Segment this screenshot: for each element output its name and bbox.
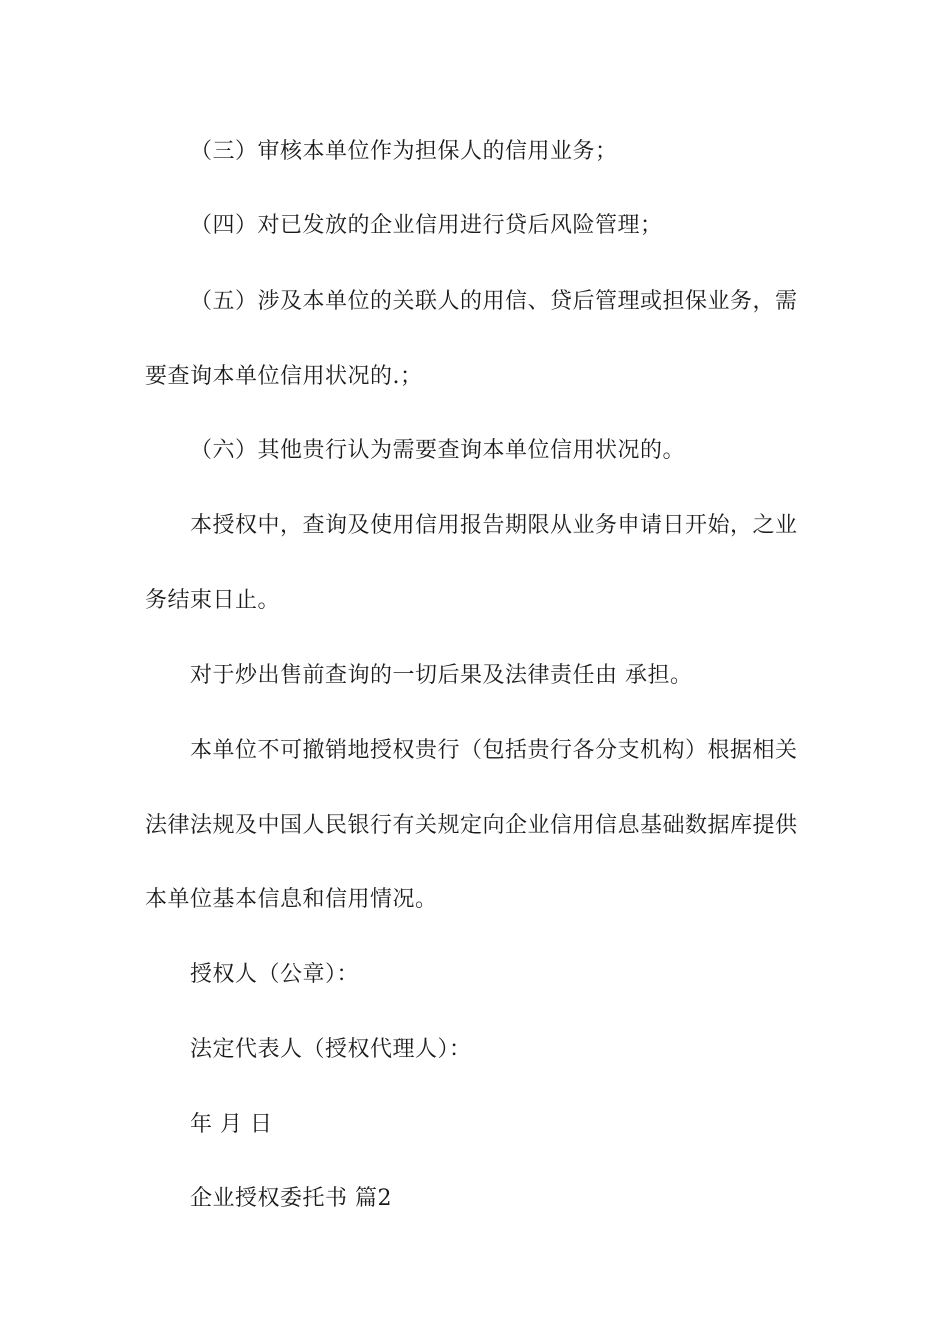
paragraph-irrevocable-line3: 本单位基本信息和信用情况。	[145, 887, 438, 912]
section-heading: 企业授权委托书 篇2	[190, 1186, 392, 1211]
paragraph-item-3: （三）审核本单位作为担保人的信用业务；	[190, 139, 618, 164]
paragraph-item-5-line1: （五）涉及本单位的关联人的用信、贷后管理或担保业务，需	[190, 289, 798, 314]
date-line: 年 月 日	[190, 1112, 273, 1137]
paragraph-authorization-period-line1: 本授权中，查询及使用信用报告期限从业务申请日开始，之业	[190, 513, 798, 538]
paragraph-item-6: （六）其他贵行认为需要查询本单位信用状况的。	[190, 438, 686, 463]
paragraph-liability: 对于炒出售前查询的一切后果及法律责任由 承担。	[190, 663, 693, 688]
paragraph-irrevocable-line2: 法律法规及中国人民银行有关规定向企业信用信息基础数据库提供	[145, 813, 798, 838]
paragraph-authorization-period-line2: 务结束日止。	[145, 588, 281, 613]
paragraph-irrevocable-line1: 本单位不可撤销地授权贵行（包括贵行各分支机构）根据相关	[190, 738, 798, 763]
paragraph-item-4: （四）对已发放的企业信用进行贷后风险管理；	[190, 213, 663, 238]
signature-authorizer-label: 授权人（公章）：	[190, 962, 360, 987]
paragraph-item-5-line2: 要查询本单位信用状况的.；	[145, 364, 423, 389]
signature-representative-label: 法定代表人（授权代理人）：	[190, 1037, 472, 1062]
